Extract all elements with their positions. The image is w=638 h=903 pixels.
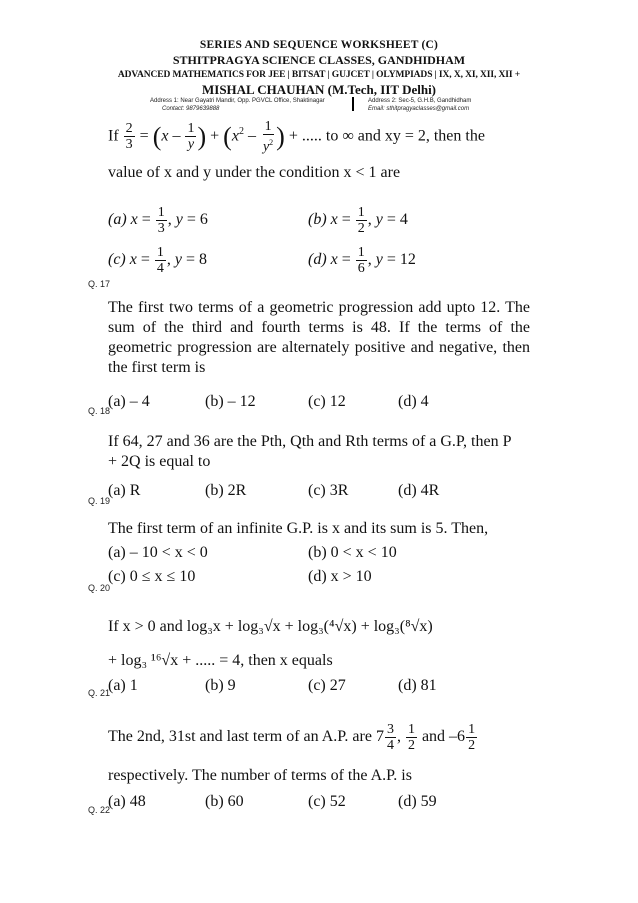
q22-stem-prefix: The 2nd, 31st and last term of an A.P. are [108,728,372,746]
q19-option-d: (d) 4R [398,482,440,499]
institute-name: STHITPRAGYA SCIENCE CLASSES, GANDHIDHAM [172,53,466,67]
q18-stem: The first two terms of a geometric progression add upto 12. The sum of the third and fourth terms is 48. If the terms of the geometric progression are alternately positive and negative, then the first term is [108,299,530,376]
author-name: MISHAL CHAUHAN (M.Tech, IIT Delhi) [201,82,437,97]
contact-number: Contact: 9879639888 [162,106,220,112]
q22-option-b: (b) 60 [205,793,244,810]
contact-email: Email: sthitpragyaclasses@gmail.com [368,106,470,112]
q20-option-c: (c) 0 ≤ x ≤ 10 [108,568,196,585]
q17-fraction-1-y2: $\frac{1}{y^2}$ [262,119,274,155]
q18-label: Q. 18 [88,406,111,416]
q19-label: Q. 19 [88,496,111,506]
q21-option-d: (d) 81 [398,677,437,694]
q22-stem-line1: The 2nd, 31st and last term of an A.P. are 7 $\frac{3}{4}$ , $\frac{1}{2}$ and –6 $\frac{1}{2}$ [108,722,476,753]
address-divider [352,97,354,111]
q19-option-b: (b) 2R [205,482,247,499]
q17-fraction-1-y: $\frac{1}{y}$ [187,121,195,153]
q22-option-d: (d) 59 [398,793,437,810]
q17-option-c: (c) x = $\frac{1}{4}$ , y = 8 [108,245,208,276]
q17-stem-line1: If $\frac{2}{3}$ = (x – $\frac{1}{y}$ ) + ($x^2$ – $\frac{1}{y^2}$ ) + ..... to ∞ and xy = 2, then the [108,119,485,155]
q18-option-b: (b) – 12 [205,393,256,410]
q17-option-b: (b) x = $\frac{1}{2}$ , y = 4 [308,205,408,236]
q22-label: Q. 22 [88,805,111,815]
q22-fraction-1-2: $\frac{1}{2}$ [407,722,415,753]
q22-option-c: (c) 52 [308,793,346,810]
q17-label: Q. 17 [88,279,111,289]
worksheet-title: SERIES AND SEQUENCE WORKSHEET (C) [199,39,439,51]
q20-option-b: (b) 0 < x < 10 [308,544,397,561]
q17-fraction-2-3: $\frac{2}{3}$ [125,121,133,153]
q22-stem-line2: respectively. The number of terms of the A.P. is [108,767,412,784]
q20-label: Q. 20 [88,583,111,593]
q17-option-a: (a) x = $\frac{1}{3}$ , y = 6 [108,205,208,236]
q17-stem-suffix: + ..... to ∞ and xy = 2, then the [288,127,485,145]
courses-line: ADVANCED MATHEMATICS FOR JEE | BITSAT | GUJCET | OLYMPIADS | IX, X, XI, XII, XII + [117,70,521,80]
q21-stem-line1: If x > 0 and log₃x + log₃√x + log₃(⁴√x) + log₃(⁸√x) [108,618,433,635]
q21-option-c: (c) 27 [308,677,346,694]
q19-option-c: (c) 3R [308,482,349,499]
q20-stem: The first term of an infinite G.P. is x and its sum is 5. Then, [108,520,489,537]
address-1: Address 1: Near Gayatri Mandir, Opp. PGVCL Office, Shaktinagar [150,98,325,104]
q22-fraction-3-4: $\frac{3}{4}$ [386,722,394,753]
q21-stem-line2: + log₃ ¹⁶√x + ..... = 4, then x equals [108,652,333,669]
q20-option-a: (a) – 10 < x < 0 [108,544,208,561]
q22-fraction-1-2b: $\frac{1}{2}$ [468,722,476,753]
q21-option-b: (b) 9 [205,677,236,694]
q20-option-d: (d) x > 10 [308,568,372,585]
q19-stem: If 64, 27 and 36 are the Pth, Qth and Rth terms of a G.P, then P + 2Q is equal to [108,433,511,470]
q18-option-d: (d) 4 [398,393,429,410]
q17-option-d: (d) x = $\frac{1}{6}$ , y = 12 [308,245,416,276]
q21-label: Q. 21 [88,688,111,698]
address-2: Address 2: Sec-5, G.H.B, Gandhidham [368,98,472,104]
q17-stem-line2: value of x and y under the condition x < 1 are [108,164,401,181]
q21-option-a: (a) 1 [108,677,138,694]
q22-option-a: (a) 48 [108,793,146,810]
q17-if: If [108,127,119,145]
q18-option-c: (c) 12 [308,393,346,410]
q19-option-a: (a) R [108,482,141,499]
q18-option-a: (a) – 4 [108,393,150,410]
